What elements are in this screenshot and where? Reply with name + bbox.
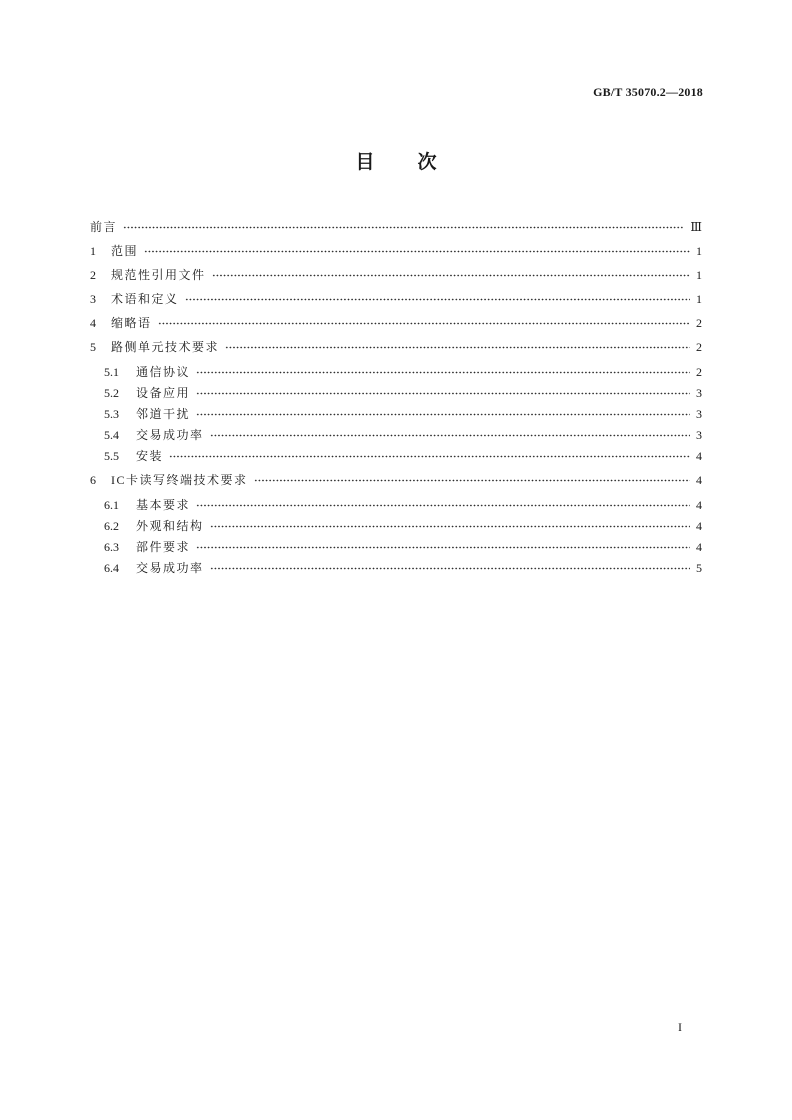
- dot-leader: [196, 387, 690, 399]
- document-code: GB/T 35070.2—2018: [593, 85, 703, 99]
- toc-entry-number: 5.1: [104, 364, 119, 379]
- toc-entry: [90, 263, 702, 287]
- toc-entry: [90, 468, 702, 492]
- toc-entry: [90, 215, 702, 239]
- toc-entry-title: 交易成功率: [136, 427, 204, 442]
- toc-entry-number: 5.4: [104, 427, 119, 442]
- toc-entry-page: 1: [696, 292, 702, 306]
- toc-entry-title: 术语和定义: [111, 292, 179, 306]
- toc-entry-title: 规范性引用文件: [111, 268, 206, 282]
- toc-entry-page: Ⅲ: [690, 220, 702, 234]
- toc-entry-title: 前言: [90, 220, 118, 234]
- dot-leader: [210, 520, 690, 532]
- toc-entry-page: 1: [696, 268, 702, 282]
- toc-entry-title: 邻道干扰: [136, 406, 191, 421]
- toc-entry-title: 范围: [111, 244, 139, 258]
- toc-entry-title: 设备应用: [136, 385, 191, 400]
- toc-entry: [90, 536, 702, 557]
- toc-entry-number: 5.5: [104, 448, 119, 463]
- toc-entry: [90, 335, 702, 359]
- page-title: 目次: [355, 152, 480, 173]
- toc-entry: [90, 287, 702, 311]
- table-of-contents: [90, 215, 702, 578]
- toc-entry-page: 5: [696, 560, 702, 575]
- toc-entry: [90, 445, 702, 466]
- toc-entry-number: 6.4: [104, 560, 119, 575]
- toc-entry-number: 5.3: [104, 406, 119, 421]
- toc-entry-title: 部件要求: [136, 539, 191, 554]
- dot-leader: [254, 474, 690, 486]
- toc-entry-page: 3: [696, 385, 702, 400]
- toc-entry-number: 4: [90, 316, 96, 330]
- toc-entry-number: 6: [90, 473, 96, 487]
- toc-entry: [90, 515, 702, 536]
- toc-entry-page: 4: [696, 518, 702, 533]
- page-number: I: [678, 1020, 682, 1034]
- dot-leader: [210, 562, 690, 574]
- toc-entry-title: 安装: [136, 448, 164, 463]
- dot-leader: [210, 429, 690, 441]
- toc-entry-number: 6.3: [104, 539, 119, 554]
- dot-leader: [158, 317, 690, 329]
- toc-entry-number: 1: [90, 244, 96, 258]
- toc-entry-number: 3: [90, 292, 96, 306]
- toc-entry-number: 6.2: [104, 518, 119, 533]
- toc-entry-title: 交易成功率: [136, 560, 204, 575]
- toc-entry: [90, 239, 702, 263]
- toc-entry-title: 通信协议: [136, 364, 191, 379]
- toc-entry: [90, 557, 702, 578]
- toc-entry-title: 路侧单元技术要求: [111, 340, 220, 354]
- toc-entry-page: 1: [696, 244, 702, 258]
- dot-leader: [212, 269, 690, 281]
- toc-entry: [90, 361, 702, 382]
- dot-leader: [144, 245, 690, 257]
- toc-entry: [90, 424, 702, 445]
- toc-entry-page: 2: [696, 340, 702, 354]
- toc-entry-number: 5: [90, 340, 96, 354]
- dot-leader: [225, 341, 690, 353]
- dot-leader: [169, 450, 690, 462]
- dot-leader: [185, 293, 690, 305]
- toc-entry-number: 2: [90, 268, 96, 282]
- toc-entry-page: 2: [696, 316, 702, 330]
- dot-leader: [196, 541, 690, 553]
- toc-entry-page: 3: [696, 406, 702, 421]
- toc-entry-title: 外观和结构: [136, 518, 204, 533]
- toc-entry-page: 4: [696, 497, 702, 512]
- toc-entry-page: 4: [696, 539, 702, 554]
- toc-entry-page: 4: [696, 448, 702, 463]
- toc-entry-number: 5.2: [104, 385, 119, 400]
- toc-entry: [90, 494, 702, 515]
- toc-entry: [90, 311, 702, 335]
- toc-entry-title: 基本要求: [136, 497, 191, 512]
- dot-leader: [196, 499, 690, 511]
- dot-leader: [196, 408, 690, 420]
- toc-entry: [90, 403, 702, 424]
- toc-entry: [90, 382, 702, 403]
- toc-entry-title: IC卡读写终端技术要求: [111, 473, 248, 487]
- toc-entry-page: 3: [696, 427, 702, 442]
- toc-entry-title: 缩略语: [111, 316, 152, 330]
- dot-leader: [123, 221, 684, 233]
- toc-entry-page: 2: [696, 364, 702, 379]
- toc-entry-page: 4: [696, 473, 702, 487]
- dot-leader: [196, 366, 690, 378]
- toc-entry-number: 6.1: [104, 497, 119, 512]
